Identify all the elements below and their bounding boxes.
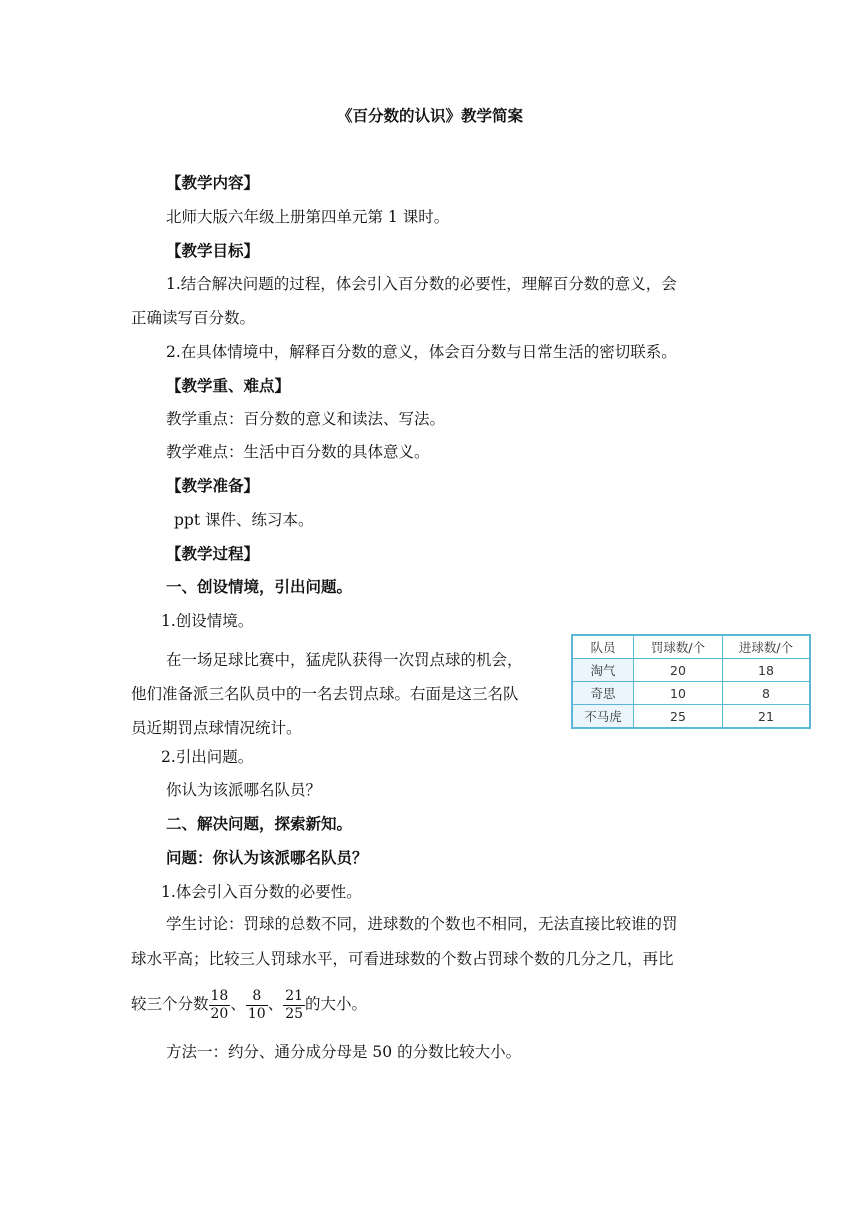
fraction-21-25 xyxy=(283,988,305,1023)
table-cell: 20 xyxy=(634,659,723,682)
section-2-heading: 二、解决问题，探索新知。 xyxy=(166,815,353,833)
fraction-numerator: 8 xyxy=(246,988,268,1006)
goal-1-line-2: 正确读写百分数。 xyxy=(131,309,256,327)
table-cell: 21 xyxy=(723,705,811,729)
scene-line-3: 员近期罚点球情况统计。 xyxy=(131,719,302,737)
table-cell: 8 xyxy=(723,682,811,705)
separator: 、 xyxy=(267,995,284,1013)
document-title: 《百分数的认识》教学简案 xyxy=(336,107,523,125)
scene-line-2: 他们准备派三名队员中的一名去罚点球。右面是这三名队 xyxy=(131,685,519,703)
table-header-cell: 进球数/个 xyxy=(723,635,811,659)
teaching-content-text: 北师大版六年级上册第四单元第 1 课时。 xyxy=(166,208,450,226)
player-name-cell: 不马虎 xyxy=(572,705,634,729)
table-row xyxy=(572,659,810,682)
fraction-comparison-line xyxy=(131,984,367,1024)
discussion-line-1: 学生讨论：罚球的总数不同，进球数的个数也不相同，无法直接比较谁的罚 xyxy=(166,915,678,933)
table-cell: 18 xyxy=(723,659,811,682)
heading-teaching-goals: 【教学目标】 xyxy=(166,242,260,260)
method-1-text: 方法一：约分、通分成分母是 50 的分数比较大小。 xyxy=(166,1043,522,1061)
penalty-stats-table xyxy=(571,634,811,729)
key-point-text: 教学重点：百分数的意义和读法、写法。 xyxy=(166,410,446,428)
section-1-heading: 一、创设情境，引出问题。 xyxy=(166,578,353,596)
discussion-line-2: 球水平高；比较三人罚球水平，可看进球数的个数占罚球个数的几分之几，再比 xyxy=(131,950,674,968)
table-cell: 25 xyxy=(634,705,723,729)
comparison-prefix: 较三个分数 xyxy=(131,995,209,1013)
fraction-8-10 xyxy=(246,988,268,1023)
table-header-row xyxy=(572,635,810,659)
table-header-cell: 罚球数/个 xyxy=(634,635,723,659)
table-cell: 10 xyxy=(634,682,723,705)
scene-line-1: 在一场足球比赛中，猛虎队获得一次罚点球的机会， xyxy=(166,651,523,669)
fraction-denominator: 10 xyxy=(247,1005,266,1022)
goal-2: 2.在具体情境中，解释百分数的意义，体会百分数与日常生活的密切联系。 xyxy=(166,343,677,361)
table-row xyxy=(572,705,810,729)
difficulty-text: 教学难点：生活中百分数的具体意义。 xyxy=(166,443,430,461)
heading-teaching-content: 【教学内容】 xyxy=(166,174,260,192)
section-1-step-2: 2.引出问题。 xyxy=(161,748,254,766)
section-2-step-1: 1.体会引入百分数的必要性。 xyxy=(161,883,362,901)
table-row xyxy=(572,682,810,705)
goal-1-line-1: 1.结合解决问题的过程，体会引入百分数的必要性，理解百分数的意义，会 xyxy=(166,275,677,293)
fraction-numerator: 18 xyxy=(210,987,229,1004)
separator: 、 xyxy=(230,995,246,1013)
comparison-suffix: 的大小。 xyxy=(305,995,368,1013)
table-header-cell: 队员 xyxy=(572,635,634,659)
question-text: 你认为该派哪名队员？ xyxy=(166,781,322,799)
heading-key-points: 【教学重、难点】 xyxy=(166,377,291,395)
fraction-18-20 xyxy=(209,988,231,1023)
problem-text: 问题：你认为该派哪名队员？ xyxy=(166,849,368,867)
section-1-step-1: 1.创设情境。 xyxy=(161,612,254,630)
fraction-numerator: 21 xyxy=(285,987,304,1004)
fraction-denominator: 20 xyxy=(210,1005,229,1022)
player-name-cell: 奇思 xyxy=(572,682,634,705)
fraction-denominator: 25 xyxy=(285,1005,304,1022)
heading-process: 【教学过程】 xyxy=(166,545,260,563)
preparation-text: ppt 课件、练习本。 xyxy=(174,511,314,529)
heading-preparation: 【教学准备】 xyxy=(166,477,260,495)
player-name-cell: 淘气 xyxy=(572,659,634,682)
